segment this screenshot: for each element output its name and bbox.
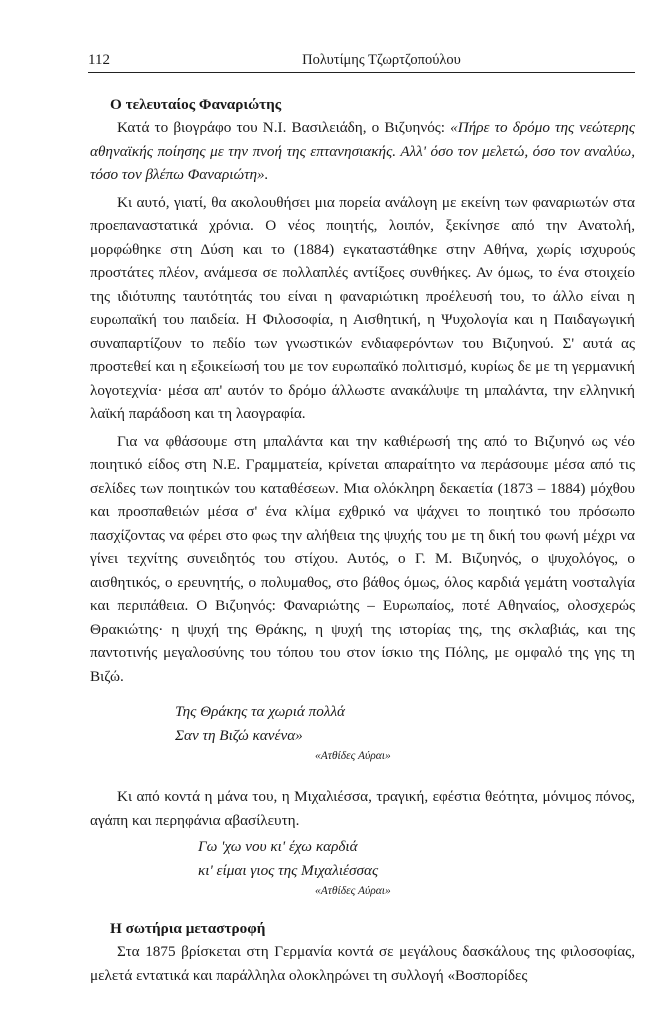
paragraph: Στα 1875 βρίσκεται στη Γερμανία κοντά σε μεγάλους δασκάλους της φιλοσοφίας, μελετά εντατικά και παράλληλα ολοκληρώνει τη συλλογή «Βοσπορίδες xyxy=(90,943,635,984)
poem-line: Γω 'χω νου κι' έχω καρδιά xyxy=(198,838,358,855)
quotation: «Πήρε το δρόμο της νεώτερης αθηναϊκής ποίησης με την πνοή της επτανησιακής. Αλλ' όσο τον μελετώ, όσο τον αναλύω, τόσο τον βλέπω Φαναριώτη». xyxy=(90,119,635,183)
poem-line: Σαν τη Βιζώ κανένα» xyxy=(175,726,303,744)
paragraph: Κι από κοντά η μάνα του, η Μιχαλιέσσα, τραγική, εφέστια θεότητα, μόνιμος πόνος, αγάπη και περηφάνια αβασίλευτη. xyxy=(90,788,635,829)
poem-excerpt xyxy=(175,700,635,747)
poem-line: Της Θράκης τα χωριά πολλά xyxy=(175,703,346,720)
running-header xyxy=(88,50,635,73)
section-heading: Η σωτήρια μεταστροφή xyxy=(110,920,266,937)
poem-line: κι' είμαι γιος της Μιχαλιέσσας xyxy=(198,861,379,879)
poem-source: «Ατθίδες Αύραι» xyxy=(315,750,391,762)
page-number: 112 xyxy=(88,52,110,68)
paragraph: Κι αυτό, γιατί, θα ακολουθήσει μια πορεία ανάλογη με εκείνη των φαναριωτών στα προεπαναστατικά χρόνια. Ο νέος ποιητής, λοιπόν, ξεκίνησε από την Ανατολή, μορφώθηκε στη Δύση και το (1884) εγκαταστάθηκε στην Αθήνα, χωρίς ισχυρούς προστάτες πλέον, ανάμεσα σε πολλαπλές αντίξοες συνθήκες. Αν όμως, το ένα στοιχείο της ιδιότυπης ταυτότητάς του είναι η φαναριώτικη προέλευσή του, το άλλο είναι η ευρωπαϊκή του παιδεία. Η Φιλοσοφία, η Αισθητική, η Ψυχολογία και η Παιδαγωγική συναπαρτίζουν το πεδίο των γνωστικών ενδιαφερόντων του Βιζυηνού. Σ' αυτά ας προστεθεί και η εξοικείωσή του με τον ευρωπαϊκό πολιτισμό, κυρίως δε με τη γερμανική λογοτεχνία· μέσα απ' αυτόν το δρόμο άλλωστε ανακάλυψε τη μπαλάντα, την ελληνική λαϊκή παράδοση και τη λαογραφία. xyxy=(90,193,635,422)
section-heading: Ο τελευταίος Φαναριώτης xyxy=(110,96,282,113)
page-body xyxy=(90,94,635,987)
paragraph: Για να φθάσουμε στη μπαλάντα και την καθιέρωσή της από το Βιζυηνό ως νέο ποιητικό είδος στη Ν.Ε. Γραμματεία, κρίνεται απαραίτητο να περάσουμε μέσα από τις σελίδες των ποιητικών του καταθέσεων. Μια ολόκληρη δεκαετία (1873 – 1884) μόχθου και προσπαθειών μέσα σ' ένα κλίμα εχθρικό να ψάχνει το ποιητικό του πρόσωπο πασχίζοντας να φέρει στο φως την αλήθεια της ψυχής του με τη δική του φωνή μέχρι να γίνει τεχνίτης συνειδητός του στίχου. Αυτός, ο Γ. Μ. Βιζυηνός, ο ψυχολόγος, ο αισθητικός, ο ερευνητής, ο πολυμαθος, στο βάθος όμως, όλος καρδιά γεμάτη νοσταλγία και περιπάθεια. Ο Βιζυηνός: Φαναριώτης – Ευρωπαίος, ποτέ Αθηναίος, ολοσχερώς Θρακιώτης· η ψυχή της Θράκης, η ψυχή της ιστορίας της, της σκλαβιάς, και της παντοτινής μεγαλοσύνης του τόπου του στον ίσκιο της Πόλης, με ομφαλό της γης τη Βιζώ. xyxy=(90,432,635,685)
poem-source: «Ατθίδες Αύραι» xyxy=(315,885,391,897)
running-title: Πολυτίμης Τζωρτζοπούλου xyxy=(302,52,461,68)
poem-excerpt xyxy=(198,835,635,882)
paragraph-text: Κατά το βιογράφο του Ν.Ι. Βασιλειάδη, ο Βιζυηνός: xyxy=(117,119,451,136)
paragraph xyxy=(90,116,635,187)
